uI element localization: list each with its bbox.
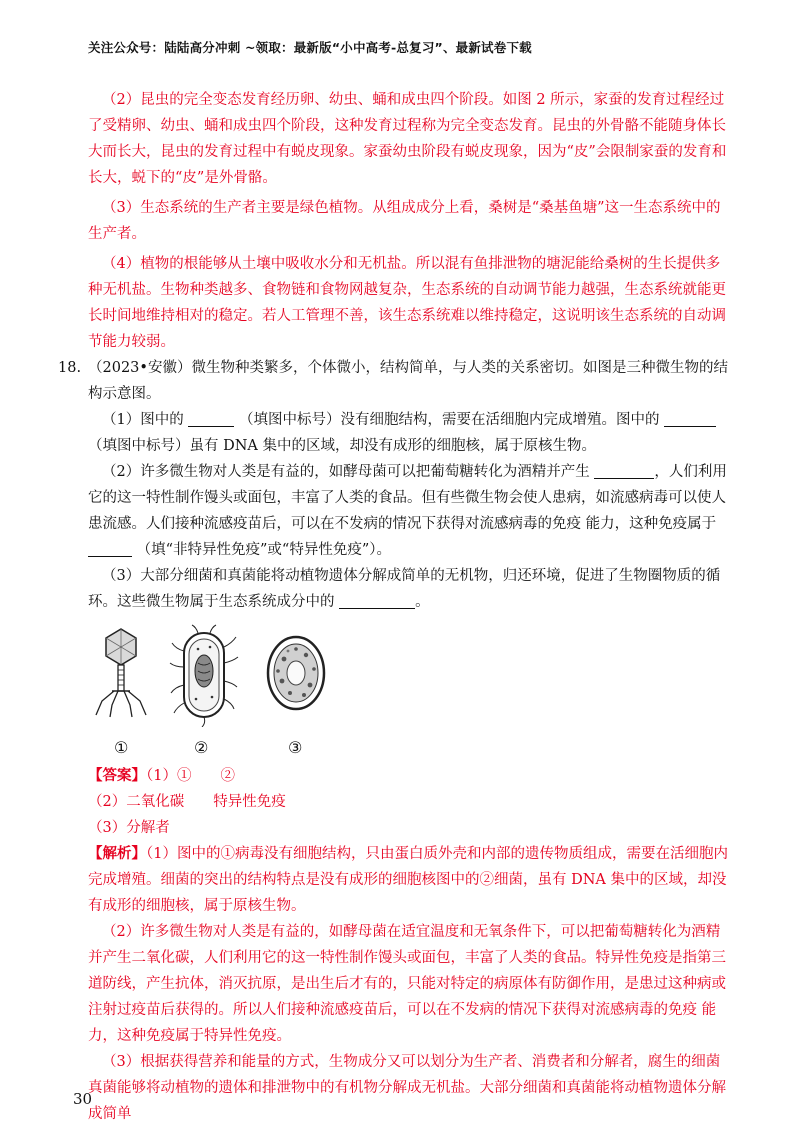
answer-blank-3: [594, 461, 654, 479]
q3-text-b: 。: [415, 594, 430, 610]
q1-text-a: （1）图中的: [102, 412, 184, 428]
answer-blank-2: [664, 409, 716, 427]
answer-line-1: [88, 763, 728, 789]
answer-1: （1）① ②: [146, 768, 235, 784]
page-number: 30: [73, 1090, 93, 1108]
question-part-1: [88, 407, 728, 459]
virus-figure: [88, 623, 154, 723]
answer-line-2: （2）二氧化碳 特异性免疫: [88, 794, 286, 810]
analysis-p2: （2）许多微生物对人类是有益的，如酵母菌在适宜温度和无氧条件下，可以把葡萄糖转化为酒精并产生二氧化碳，人们利用它的这一特性制作馒头或面包，丰富了人类的食品。特异性免疫是指第三道防线，产生抗体，消灭抗原，是出生后才有的，只能对特定的病原体有防御作用，是患过这种病或注射过疫苗后获得的。所以人们接种流感疫苗后，可以在不发病的情况下获得对流感病毒的免疫 能力，这种免疫属于特异性免疫。: [88, 924, 726, 1044]
answer-tag: 【答案】: [88, 767, 146, 784]
answer-blank-5: [339, 591, 415, 609]
answer-blank-1: [188, 409, 234, 427]
figure-label-1: ①: [114, 738, 129, 757]
q3-text-a: （3）大部分细菌和真菌能将动植物遗体分解成简单的无机物，归还环境，促进了生物圈物质的循环。这些微生物属于生态系统成分中的: [88, 568, 721, 610]
fungus-figure: [260, 623, 332, 719]
q1-text-c: （填图中标号）虽有 DNA 集中的区域，却没有成形的细胞核，属于原核生物。: [88, 438, 596, 454]
prev-answer-p3: （3）生态系统的生产者主要是绿色植物。从组成成分上看，桑树是“桑基鱼塘”这一生态系统中的生产者。: [88, 200, 721, 242]
question-part-2: [88, 459, 728, 563]
prev-answer-p4: （4）植物的根能够从土壤中吸收水分和无机盐。所以混有鱼排泄物的塘泥能给桑树的生长提供多种无机盐。生物种类越多、食物链和食物网越复杂，生态系统的自动调节能力越强，生态系统就能更长时间地维持相对的稳定。若人工管理不善，该生态系统难以维持稳定，这说明该生态系统的自动调节能力较弱。: [88, 256, 726, 350]
page-header: 关注公众号：陆陆高分冲刺 ~领取：最新版“小中高考-总复习”、最新试卷下载: [88, 40, 532, 55]
question-number: 18.: [58, 360, 82, 376]
analysis-p1: [88, 841, 728, 919]
answer-blank-4: [88, 539, 132, 557]
q2-text-c: （填“非特异性免疫”或“特异性免疫”）。: [136, 542, 392, 558]
analysis-tag: 【解析】: [88, 845, 146, 862]
q2-text-b: ，人们利用它的这一特性制作馒头或面包，丰富了人类的食品。但有些微生物会使人患病，如流感病毒可以使人患流感。人们接种流感疫苗后，可以在不发病的情况下获得对流感病毒的免疫 能力，这种免疫属于: [88, 464, 727, 532]
answer-line-3: （3）分解者: [88, 820, 170, 836]
figure-label-3: ③: [288, 738, 303, 757]
q1-text-b: （填图中标号）没有细胞结构，需要在活细胞内完成增殖。图中的: [238, 412, 660, 428]
prev-answer-p2: （2）昆虫的完全变态发育经历卵、幼虫、蛹和成虫四个阶段。如图 2 所示，家蚕的发育过程经过了受精卵、幼虫、蛹和成虫四个阶段，这种发育过程称为完全变态发育。昆虫的外骨骼不能随身体长大而长大，昆虫的发育过程中有蜕皮现象。家蚕幼虫阶段有蜕皮现象，因为“皮”会限制家蚕的发育和长大，蜕下的“皮”是外骨骼。: [88, 92, 727, 186]
q2-text-a: （2）许多微生物对人类是有益的，如酵母菌可以把葡萄糖转化为酒精并产生: [102, 464, 590, 480]
bacterium-figure: [168, 623, 240, 727]
analysis-p3: （3）根据获得营养和能量的方式，生物成分又可以划分为生产者、消费者和分解者，腐生的细菌真菌能够将动植物的遗体和排泄物中的有机物分解成无机盐。大部分细菌和真菌能将动植物遗体分解成简单: [88, 1054, 726, 1122]
analysis-text-1: （1）图中的①病毒没有细胞结构，只由蛋白质外壳和内部的遗传物质组成，需要在活细胞内完成增殖。细菌的突出的结构特点是没有成形的细胞核图中的②细菌，虽有 DNA 集中的区域，却没有成形的细胞核，属于原核生物。: [88, 846, 728, 914]
microbe-figures: [88, 623, 728, 763]
question-stem: [58, 355, 728, 407]
figure-label-2: ②: [194, 738, 209, 757]
question-part-3: [88, 563, 728, 615]
question-stem-text: （2023•安徽）微生物种类繁多，个体微小，结构简单，与人类的关系密切。如图是三种微生物的结构示意图。: [88, 360, 728, 402]
